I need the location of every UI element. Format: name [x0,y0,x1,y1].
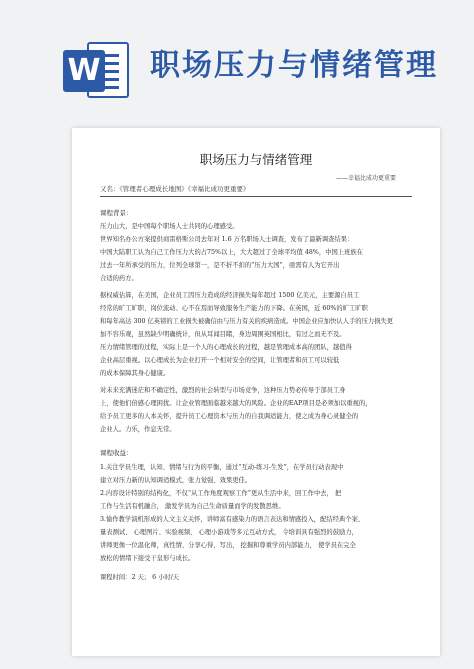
benefits-line: 2.内容设计特别的结构化，不仅“从工作角度观察工作”更从生活中来，回工作中去， 把 [100,490,342,497]
document-subtitle: ——幸福比成功更重要 [335,175,396,182]
benefits-line: 量表测试、 心理图片、实验视频、 心理小游戏等多元互动方式， 令培训具有强烈的鼓励力， [100,529,358,536]
background-line: 世界知名办公方案提供商雷格斯公司去年对 1.6 万名职场人士调查，发布了最新调查结果： [100,236,354,243]
background-line: 企业高层重视。以心理成长为企业打开一个相对安全的空间，让管理者和员工可以较低 [100,357,340,364]
course-time: 课程时间：2 天； 6 小时/天 [100,574,180,581]
word-w-badge: W [63,50,105,92]
background-line: 上，使他们倍感心理困扰。让企业管理面临越来越大的风险。企业的EAP项目是必须加以重视的， [100,400,372,407]
document-alias: 又名：《管理者心理成长地图》《幸福比成功更重要》 [100,185,250,193]
background-line: 给予员工更多的人本关怀，提升员工心理资本与压力的自我调适能力，使之成为身心灵健全的 [100,413,359,420]
banner [0,0,474,120]
background-heading: 课程背景： [100,209,133,217]
background-line: 据权威估算，在美国，企业员工因压力造成的经济损失每年超过 1500 亿美元，主要源自员工 [100,292,360,299]
background-line: 压力情绪管理的过程，实际上是一个人的心理成长的过程，越是管理成本高的团队，越值得 [100,344,352,351]
background-line: 和每年高达 300 亿英镑的工业损失被确信由与压力有关的疾病造成。中国企业应加快认人手的压力损失更 [100,318,394,325]
benefits-line: 建立对压力新的认知调适模式，张力觉强、效果更佳。 [100,477,252,484]
background-line: 过去一年所承受的压力，位列全球第一，是不折不扣的“压力大国”，亟需有人为它开出 [100,262,340,269]
benefits-line: 放松的情绪下接受干皇形与成长。 [100,555,195,562]
document-page [72,128,440,656]
benefits-line: 3.愉作教学演机形成的人文主义关怀，讲师富有感染力的语言表达和情感投入，配结经典个案、 [100,516,365,523]
benefits-line: 讲师更像一位温化师，真性情、分享心得，写出， 挖掘和尊重学员内部能力， 使学员在完全 [100,542,356,549]
word-document-icon [63,37,127,101]
benefits-heading: 课程收益： [100,449,133,457]
background-line: 经常的旷工旷职、岗位流动、心不在焉而导致服务生产能力的下降。在英国，近 60%的旷工旷职 [100,305,368,312]
background-line: 的成本保障其身心健康。 [100,370,170,377]
benefits-line: 工作与生活有机融合， 激发学员为自己生命质量而学的发散思维。 [100,503,285,510]
benefits-line: 1.关注学员生理，认知、情绪与行为的平衡，通过“互动-练习-生发”，在学员行动表现中 [100,464,344,471]
divider-line [100,196,412,197]
document-title: 职场压力与情绪管理 [199,152,313,167]
background-line: 压力山大，是中国每个职场人士共同的心理感受。 [100,223,239,230]
background-line: 对未来充满迷茫和不确定性，激烈的社会转型与市场竞争，这种压力势必传导于部员工身 [100,387,346,394]
background-line: 中国大陆职工认为自己工作压力大的占75%以上，大大超过了全球平均值 48%，中国上班族在 [100,249,363,256]
background-line: 企业人。力乐，作息无常。 [100,426,176,433]
banner-title: 职场压力与情绪管理 [150,48,438,83]
background-line: 加不容乐观，虽然缺少明确统计，但从耳闻目睹，身边周围英国相比，有过之而无不及。 [100,331,346,338]
background-line: 合适的药方。 [100,275,138,282]
